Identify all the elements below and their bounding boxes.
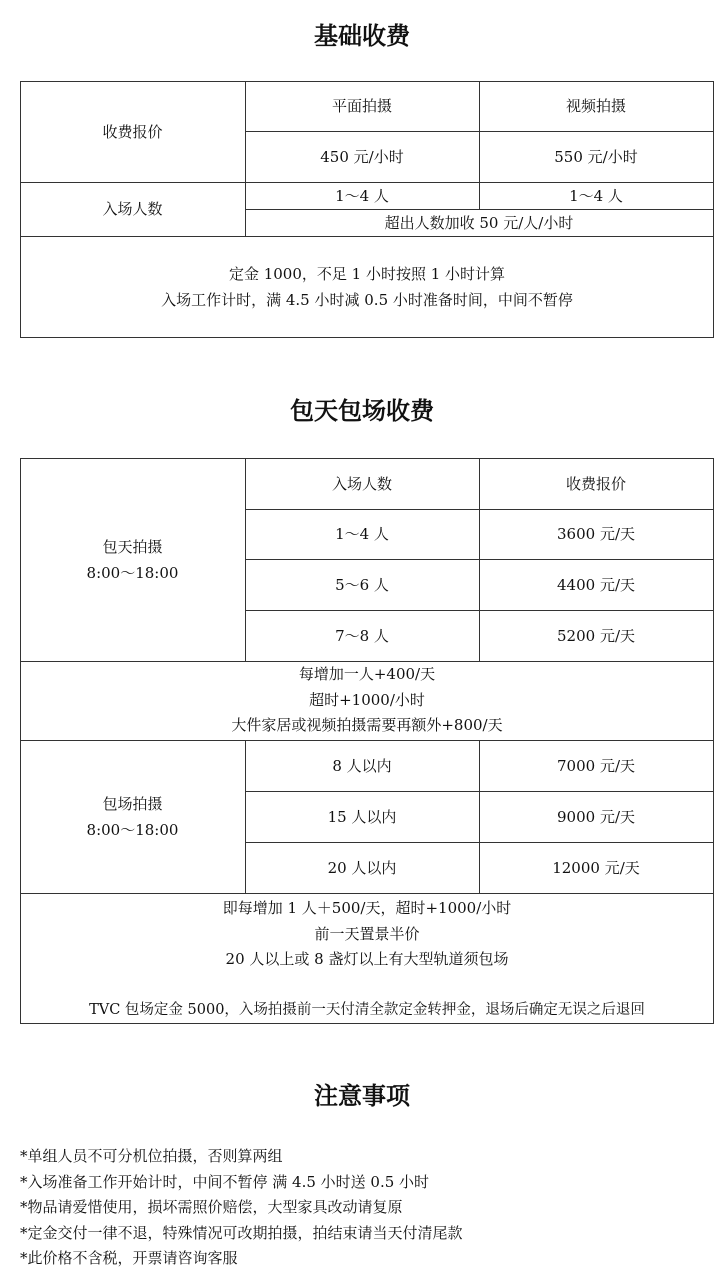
venue-price: 7000 元/天 xyxy=(557,756,635,775)
flat-price: 450 元/小时 xyxy=(320,147,404,166)
price-header: 收费报价 xyxy=(565,474,626,493)
extra-charge: 超出人数加收 50 元/人/小时 xyxy=(384,213,574,232)
venue-price-cell xyxy=(479,842,713,893)
video-header-cell xyxy=(479,81,713,131)
people-label: 入场人数 xyxy=(102,200,163,218)
video-price: 550 元/小时 xyxy=(554,147,638,166)
day-price: 5200 元/天 xyxy=(557,626,635,645)
venue-price: 12000 元/天 xyxy=(552,858,640,877)
notice-item: *入场准备工作开始计时，中间不暂停 满 4.5 小时送 0.5 小时 xyxy=(20,1172,430,1191)
venue-people-cell xyxy=(245,791,479,842)
venue-price-cell xyxy=(479,791,713,842)
day-price-cell xyxy=(479,509,713,559)
day-people: 7～8 人 xyxy=(335,626,389,645)
table-line xyxy=(20,337,714,338)
venue-note-spacer xyxy=(20,973,714,999)
video-people-cell xyxy=(479,182,713,209)
flat-price-cell xyxy=(245,131,479,182)
venue-shoot-label: 包场拍摄 xyxy=(102,794,163,813)
people-label-cell xyxy=(20,182,245,236)
day-note: 大件家居或视频拍摄需要再额外+800/天 xyxy=(231,716,503,734)
people-header: 入场人数 xyxy=(331,474,392,493)
day-price-cell xyxy=(479,559,713,610)
venue-people-cell xyxy=(245,842,479,893)
notice-list xyxy=(20,1144,710,1272)
venue-note: TVC 包场定金 5000，入场拍摄前一天付清全款定金转押金，退场后确定无误之后退回 xyxy=(89,1002,645,1018)
venue-people: 15 人以内 xyxy=(327,807,397,826)
day-price-cell xyxy=(479,610,713,661)
venue-note: 即每增加 1 人＋500/天，超时+1000/小时 xyxy=(222,899,512,917)
basic-notes xyxy=(20,262,714,313)
basic-note: 入场工作计时，满 4.5 小时减 0.5 小时准备时间，中间不暂停 xyxy=(161,290,573,309)
venue-people: 8 人以内 xyxy=(332,756,392,775)
day-people-cell xyxy=(245,610,479,661)
price-label: 收费报价 xyxy=(102,122,163,141)
table-line xyxy=(20,893,714,894)
notice-title: 注意事项 xyxy=(314,1082,410,1110)
video-people: 1～4 人 xyxy=(569,186,623,205)
video-header: 视频拍摄 xyxy=(565,97,626,115)
notice-item: *物品请爱惜使用，损坏需照价赔偿，大型家具改动请复原 xyxy=(20,1198,403,1216)
video-price-cell xyxy=(479,131,713,182)
day-note: 超时+1000/小时 xyxy=(309,690,425,709)
basic-fees-title: 基础收费 xyxy=(314,22,410,50)
venue-note: 前一天置景半价 xyxy=(314,924,420,943)
day-price: 4400 元/天 xyxy=(557,575,635,594)
day-shoot-label: 包天拍摄 xyxy=(102,537,163,556)
venue-shoot-label-cell xyxy=(20,740,245,893)
price-header-cell xyxy=(479,458,713,509)
day-shoot-time: 8:00～18:00 xyxy=(86,563,179,582)
day-note: 每增加一人+400/天 xyxy=(298,665,436,683)
day-price: 3600 元/天 xyxy=(557,525,635,543)
flat-header-cell xyxy=(245,81,479,131)
flat-header: 平面拍摄 xyxy=(331,97,392,115)
venue-people-cell xyxy=(245,740,479,791)
day-shoot-label-cell xyxy=(20,458,245,661)
notice-item: *定金交付一律不退，特殊情况可改期拍摄，拍结束请当天付清尾款 xyxy=(20,1223,463,1242)
venue-notes xyxy=(20,896,714,1024)
flat-people: 1～4 人 xyxy=(335,186,389,205)
venue-price-cell xyxy=(479,740,713,791)
basic-note: 定金 1000，不足 1 小时按照 1 小时计算 xyxy=(228,265,506,283)
venue-note: 20 人以上或 8 盏灯以上有大型轨道须包场 xyxy=(225,950,509,968)
day-notes xyxy=(20,662,714,739)
flat-people-cell xyxy=(245,182,479,209)
venue-people: 20 人以内 xyxy=(327,858,397,877)
venue-shoot-time: 8:00～18:00 xyxy=(86,820,179,839)
price-label-cell xyxy=(20,81,245,182)
day-people-cell xyxy=(245,559,479,610)
venue-price: 9000 元/天 xyxy=(557,807,635,826)
notice-item: *单组人员不可分机位拍摄，否则算两组 xyxy=(20,1147,283,1165)
day-people-cell xyxy=(245,509,479,559)
extra-charge-cell xyxy=(245,209,713,236)
notice-item: *此价格不含税，开票请咨询客服 xyxy=(20,1249,238,1267)
package-fees-title: 包天包场收费 xyxy=(290,397,434,425)
day-people: 1～4 人 xyxy=(335,525,389,543)
people-header-cell xyxy=(245,458,479,509)
table-line xyxy=(20,236,714,237)
day-people: 5～6 人 xyxy=(335,575,389,594)
